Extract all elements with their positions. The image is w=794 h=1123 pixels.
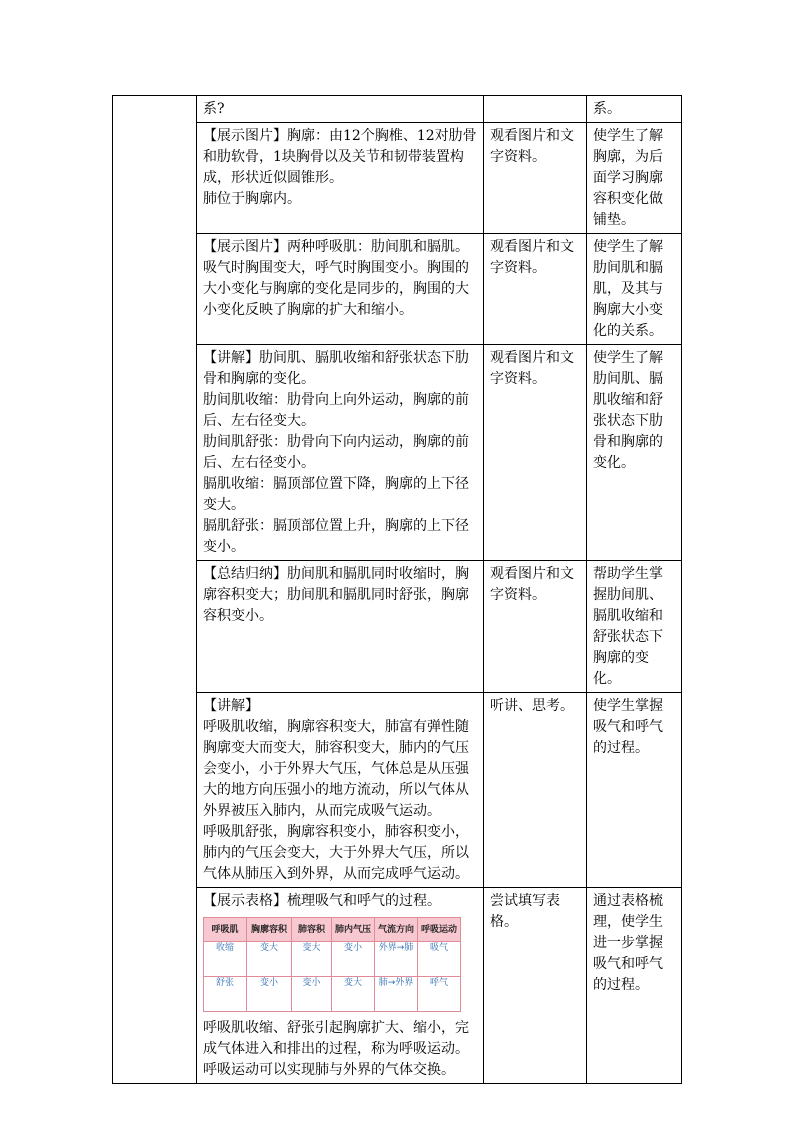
- student-activity-cell: [484, 96, 587, 123]
- content-paragraph: 【展示表格】梳理吸气和呼气的过程。: [203, 893, 441, 909]
- teaching-content-cell: [197, 693, 484, 888]
- content-paragraph: 膈肌收缩：膈顶部位置下降，胸廓的上下径变大。: [203, 476, 469, 513]
- lesson-plan-table: [112, 95, 682, 1084]
- design-purpose-cell: 使学生掌握吸气和呼气的过程。: [587, 693, 682, 888]
- teaching-content-cell: [197, 234, 484, 345]
- summary-header: 肺容积: [292, 918, 332, 942]
- design-purpose-cell: 帮助学生掌握肋间肌、膈肌收缩和舒张状态下胸廓的变化。: [587, 561, 682, 693]
- summary-header: 呼吸肌: [204, 918, 247, 942]
- design-purpose-cell: 使学生了解胸廓，为后面学习胸廓容积变化做铺垫。: [587, 123, 682, 234]
- student-activity-cell: 观看图片和文字资料。: [484, 123, 587, 234]
- student-activity-cell: 观看图片和文字资料。: [484, 234, 587, 345]
- summary-cell: 变大: [332, 977, 375, 1012]
- content-paragraph: 呼吸肌舒张，胸廓容积变小，肺容积变小，肺内的气压会变大，大于外界大气压，所以气体从肺压入到外界，从而完成呼气运动。: [203, 824, 469, 882]
- content-paragraph: 【展示图片】两种呼吸肌：肋间肌和膈肌。: [203, 239, 469, 255]
- content-paragraph: 肋间肌舒张：肋骨向下向内运动，胸廓的前后、左右径变小。: [203, 434, 469, 471]
- summary-cell: 舒张: [204, 977, 247, 1012]
- content-paragraph: 肺位于胸廓内。: [203, 191, 301, 207]
- student-activity-cell: 听讲、思考。: [484, 693, 587, 888]
- design-purpose-cell: 使学生了解肋间肌和膈肌，及其与胸廓大小变化的关系。: [587, 234, 682, 345]
- table-row: [113, 123, 682, 234]
- student-activity-cell: 观看图片和文字资料。: [484, 345, 587, 561]
- summary-cell: 变小: [292, 977, 332, 1012]
- table-row: [113, 693, 682, 888]
- table-row: [113, 234, 682, 345]
- content-paragraph: 膈肌舒张：膈顶部位置上升，胸廓的上下径变小。: [203, 518, 469, 555]
- content-paragraph: 肋间肌收缩：肋骨向上向外运动，胸廓的前后、左右径变大。: [203, 392, 469, 429]
- design-purpose-cell: 使学生了解肋间肌、膈肌收缩和舒张状态下肋骨和胸廓的变化。: [587, 345, 682, 561]
- content-paragraph: 【讲解】肋间肌、膈肌收缩和舒张状态下肋骨和胸廓的变化。: [203, 350, 469, 387]
- summary-header: 呼吸运动: [418, 918, 461, 942]
- summary-cell: 肺→外界: [375, 977, 418, 1012]
- design-purpose-cell: 通过表格梳理，使学生进一步掌握吸气和呼气的过程。: [587, 888, 682, 1084]
- summary-header-row: [204, 918, 461, 942]
- teaching-content-cell: [197, 561, 484, 693]
- content-paragraph: 【讲解】: [203, 698, 259, 714]
- content-paragraph: 吸气时胸围变大，呼气时胸围变小。胸围的大小变化与胸廓的变化是同步的，胸围的大小变化反映了胸廓的扩大和缩小。: [203, 260, 469, 318]
- summary-header: 肺内气压: [332, 918, 375, 942]
- design-purpose-cell: 系。: [587, 96, 682, 123]
- summary-table-wrap: [203, 917, 478, 1012]
- table-row: [113, 888, 682, 1084]
- summary-cell: 吸气: [418, 942, 461, 977]
- student-activity-cell: 尝试填写表格。: [484, 888, 587, 1084]
- content-paragraph: 系?: [203, 101, 225, 117]
- summary-cell: 收缩: [204, 942, 247, 977]
- content-paragraph: 呼吸肌收缩，胸廓容积变大，肺富有弹性随胸廓变大而变大，肺容积变大，肺内的气压会变小，小于外界大气压，气体总是从压强大的地方向压强小的地方流动，所以气体从外界被压入肺内，从而完成吸气运动。: [203, 719, 469, 819]
- student-activity-cell: 观看图片和文字资料。: [484, 561, 587, 693]
- summary-header: 气流方向: [375, 918, 418, 942]
- teaching-content-cell: [197, 96, 484, 123]
- summary-row: [204, 942, 461, 977]
- summary-cell: 变大: [292, 942, 332, 977]
- table-row: [113, 561, 682, 693]
- teaching-content-cell: [197, 888, 484, 1084]
- breathing-summary-table: [203, 917, 461, 1012]
- summary-header: 胸廓容积: [247, 918, 292, 942]
- summary-cell: 外界→肺: [375, 942, 418, 977]
- content-paragraph: 【展示图片】胸廓：由12个胸椎、12对肋骨和肋软骨，1块胸骨以及关节和韧带装置构成，形状近似圆锥形。: [203, 128, 477, 186]
- summary-cell: 变大: [247, 942, 292, 977]
- content-paragraph: 【总结归纳】肋间肌和膈肌同时收缩时，胸廓容积变大；肋间肌和膈肌同时舒张，胸廓容积变小。: [203, 566, 469, 624]
- stage-column-cell: [113, 96, 197, 1084]
- teaching-content-cell: [197, 345, 484, 561]
- teaching-content-cell: [197, 123, 484, 234]
- summary-cell: 呼气: [418, 977, 461, 1012]
- summary-cell: 变小: [247, 977, 292, 1012]
- table-row: [113, 96, 682, 123]
- summary-cell: 变小: [332, 942, 375, 977]
- summary-row: [204, 977, 461, 1012]
- content-paragraph: 呼吸肌收缩、舒张引起胸廓扩大、缩小，完成气体进入和排出的过程，称为呼吸运动。呼吸运动可以实现肺与外界的气体交换。: [203, 1020, 469, 1078]
- table-row: [113, 345, 682, 561]
